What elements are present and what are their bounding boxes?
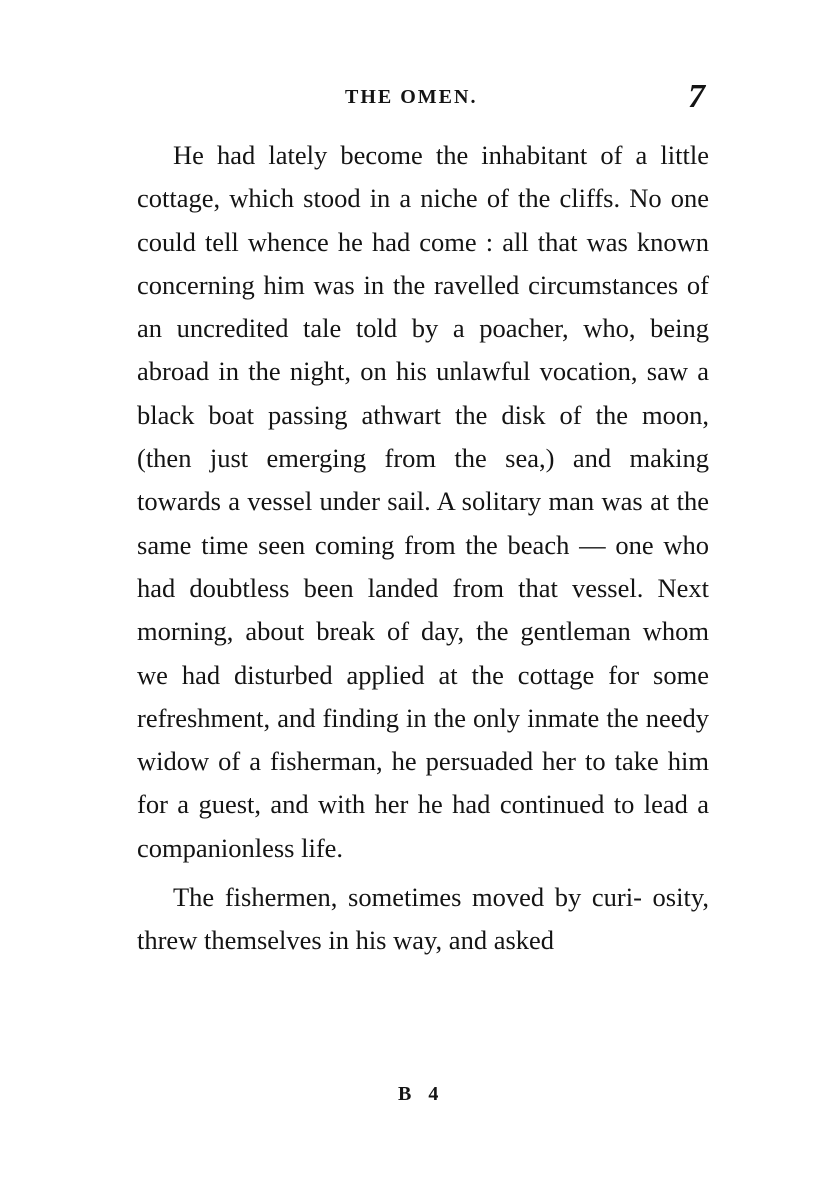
- paragraph: He had lately become the inhabitant of a little cottage, which stood in a niche of the cliffs. No one could tell whence he had come : all that was known concerning him was in the ravelled circumstances of an uncredited tale told by a poacher, who, being abroad in the night, on his unlawful vocation, saw a black boat passing athwart the disk of the moon, (then just emerging from the sea,) and making towards a vessel under sail. A solitary man was at the same time seen coming from the beach — one who had doubtless been landed from that vessel. Next morning, about break of day, the gentleman whom we had disturbed applied at the cottage for some refreshment, and finding in the only inmate the needy widow of a fisherman, he persuaded her to take him for a guest, and with her he had continued to lead a companionless life.: [137, 140, 709, 863]
- page-header: [0, 78, 840, 126]
- paragraph: The fishermen, sometimes moved by curi- osity, threw themselves in his way, and asked: [137, 882, 709, 956]
- running-title: THE OMEN.: [345, 86, 478, 108]
- page-number: 7: [688, 78, 705, 115]
- signature-mark: B 4: [398, 1083, 445, 1105]
- body-text: [137, 134, 709, 963]
